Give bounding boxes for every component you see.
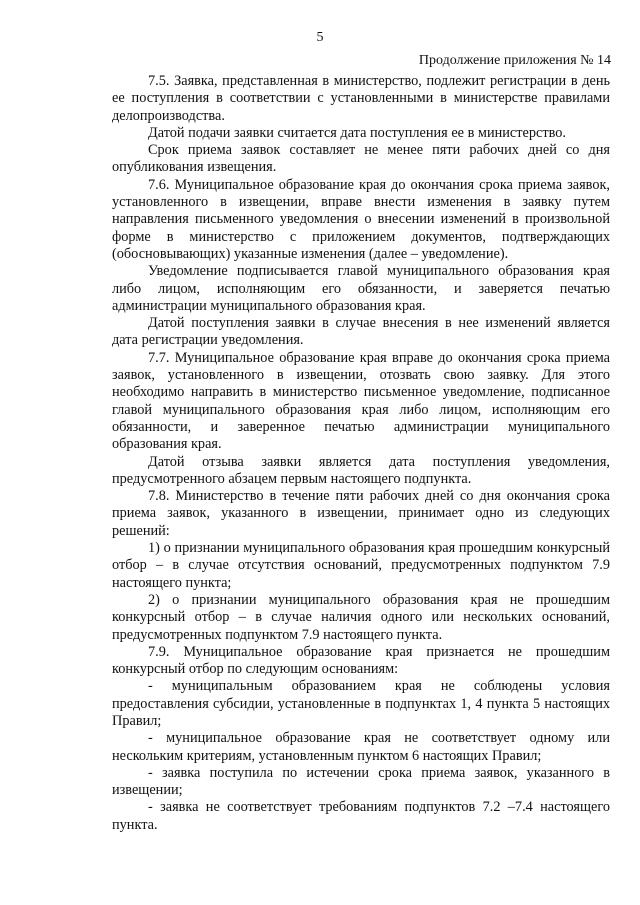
paragraph-notice-signature: Уведомление подписывается главой муниципального образования края либо лицом, исполняющим его обязанности, и заверяется печатью администрации муниципального образования края. <box>112 263 610 314</box>
list-item-decision-2: 2) о признании муниципального образования края не прошедшим конкурсный отбор – в случае наличия одного или нескольких оснований, предусмотренных подпунктом 7.9 настоящего пункта. <box>112 591 610 643</box>
paragraph-submission-date: Датой подачи заявки считается дата поступления ее в министерство. <box>148 124 566 141</box>
list-item-ground-3: - заявка поступила по истечении срока приема заявок, указанного в извещении; <box>112 764 610 799</box>
paragraph-withdrawal-date: Датой отзыва заявки является дата поступления уведомления, предусмотренного абзацем первым настоящего подпункта. <box>112 453 610 487</box>
paragraph-acceptance-period: Срок приема заявок составляет не менее пяти рабочих дней со дня опубликования извещения. <box>112 142 610 176</box>
paragraph-7-7: 7.7. Муниципальное образование края вправе до окончания срока приема заявок, установленного в извещении, отозвать свою заявку. Для этого необходимо направить в министерство письменное уведомление, подписанное главой муниципального образования края либо лицом, исполняющим его обязанности, и заверенное печатью администрации муниципального образования края. <box>112 349 610 453</box>
paragraph-7-8: 7.8. Министерство в течение пяти рабочих дней со дня окончания срока приема заявок, указанного в извещении, принимает одно из следующих решений: <box>112 488 610 539</box>
paragraph-7-6: 7.6. Муниципальное образование края до окончания срока приема заявок, установленного в извещении, вправе внести изменения в заявку путем направления письменного уведомления о внесении изменений в произвольной форме в министерство с приложением документов, подтверждающих (обосновывающих) указанные изменения (далее – уведомление). <box>112 176 610 262</box>
page-number: 5 <box>316 30 324 45</box>
list-item-ground-1: - муниципальным образованием края не соблюдены условия предоставления субсидии, установленные в подпунктах 1, 4 пункта 5 настоящих Правил; <box>112 678 610 729</box>
paragraph-7-9: 7.9. Муниципальное образование края признается не прошедшим конкурсный отбор по следующим основаниям: <box>112 643 610 678</box>
appendix-header: Продолжение приложения № 14 <box>418 53 611 68</box>
list-item-decision-1: 1) о признании муниципального образования края прошедшим конкурсный отбор – в случае отсутствия оснований, предусмотренных подпунктом 7.9 настоящего пункта; <box>112 540 610 591</box>
document-body <box>112 73 610 834</box>
list-item-ground-2: - муниципальное образование края не соответствует одному или нескольким критериям, установленным пунктом 6 настоящих Правил; <box>112 730 610 764</box>
paragraph-7-5: 7.5. Заявка, представленная в министерство, подлежит регистрации в день ее поступления в соответствии с установленными в министерстве правилами делопроизводства. <box>112 73 610 124</box>
list-item-ground-4: - заявка не соответствует требованиям подпунктов 7.2 –7.4 настоящего пункта. <box>112 799 610 833</box>
paragraph-change-date: Датой поступления заявки в случае внесения в нее изменений является дата регистрации уведомления. <box>112 315 610 349</box>
